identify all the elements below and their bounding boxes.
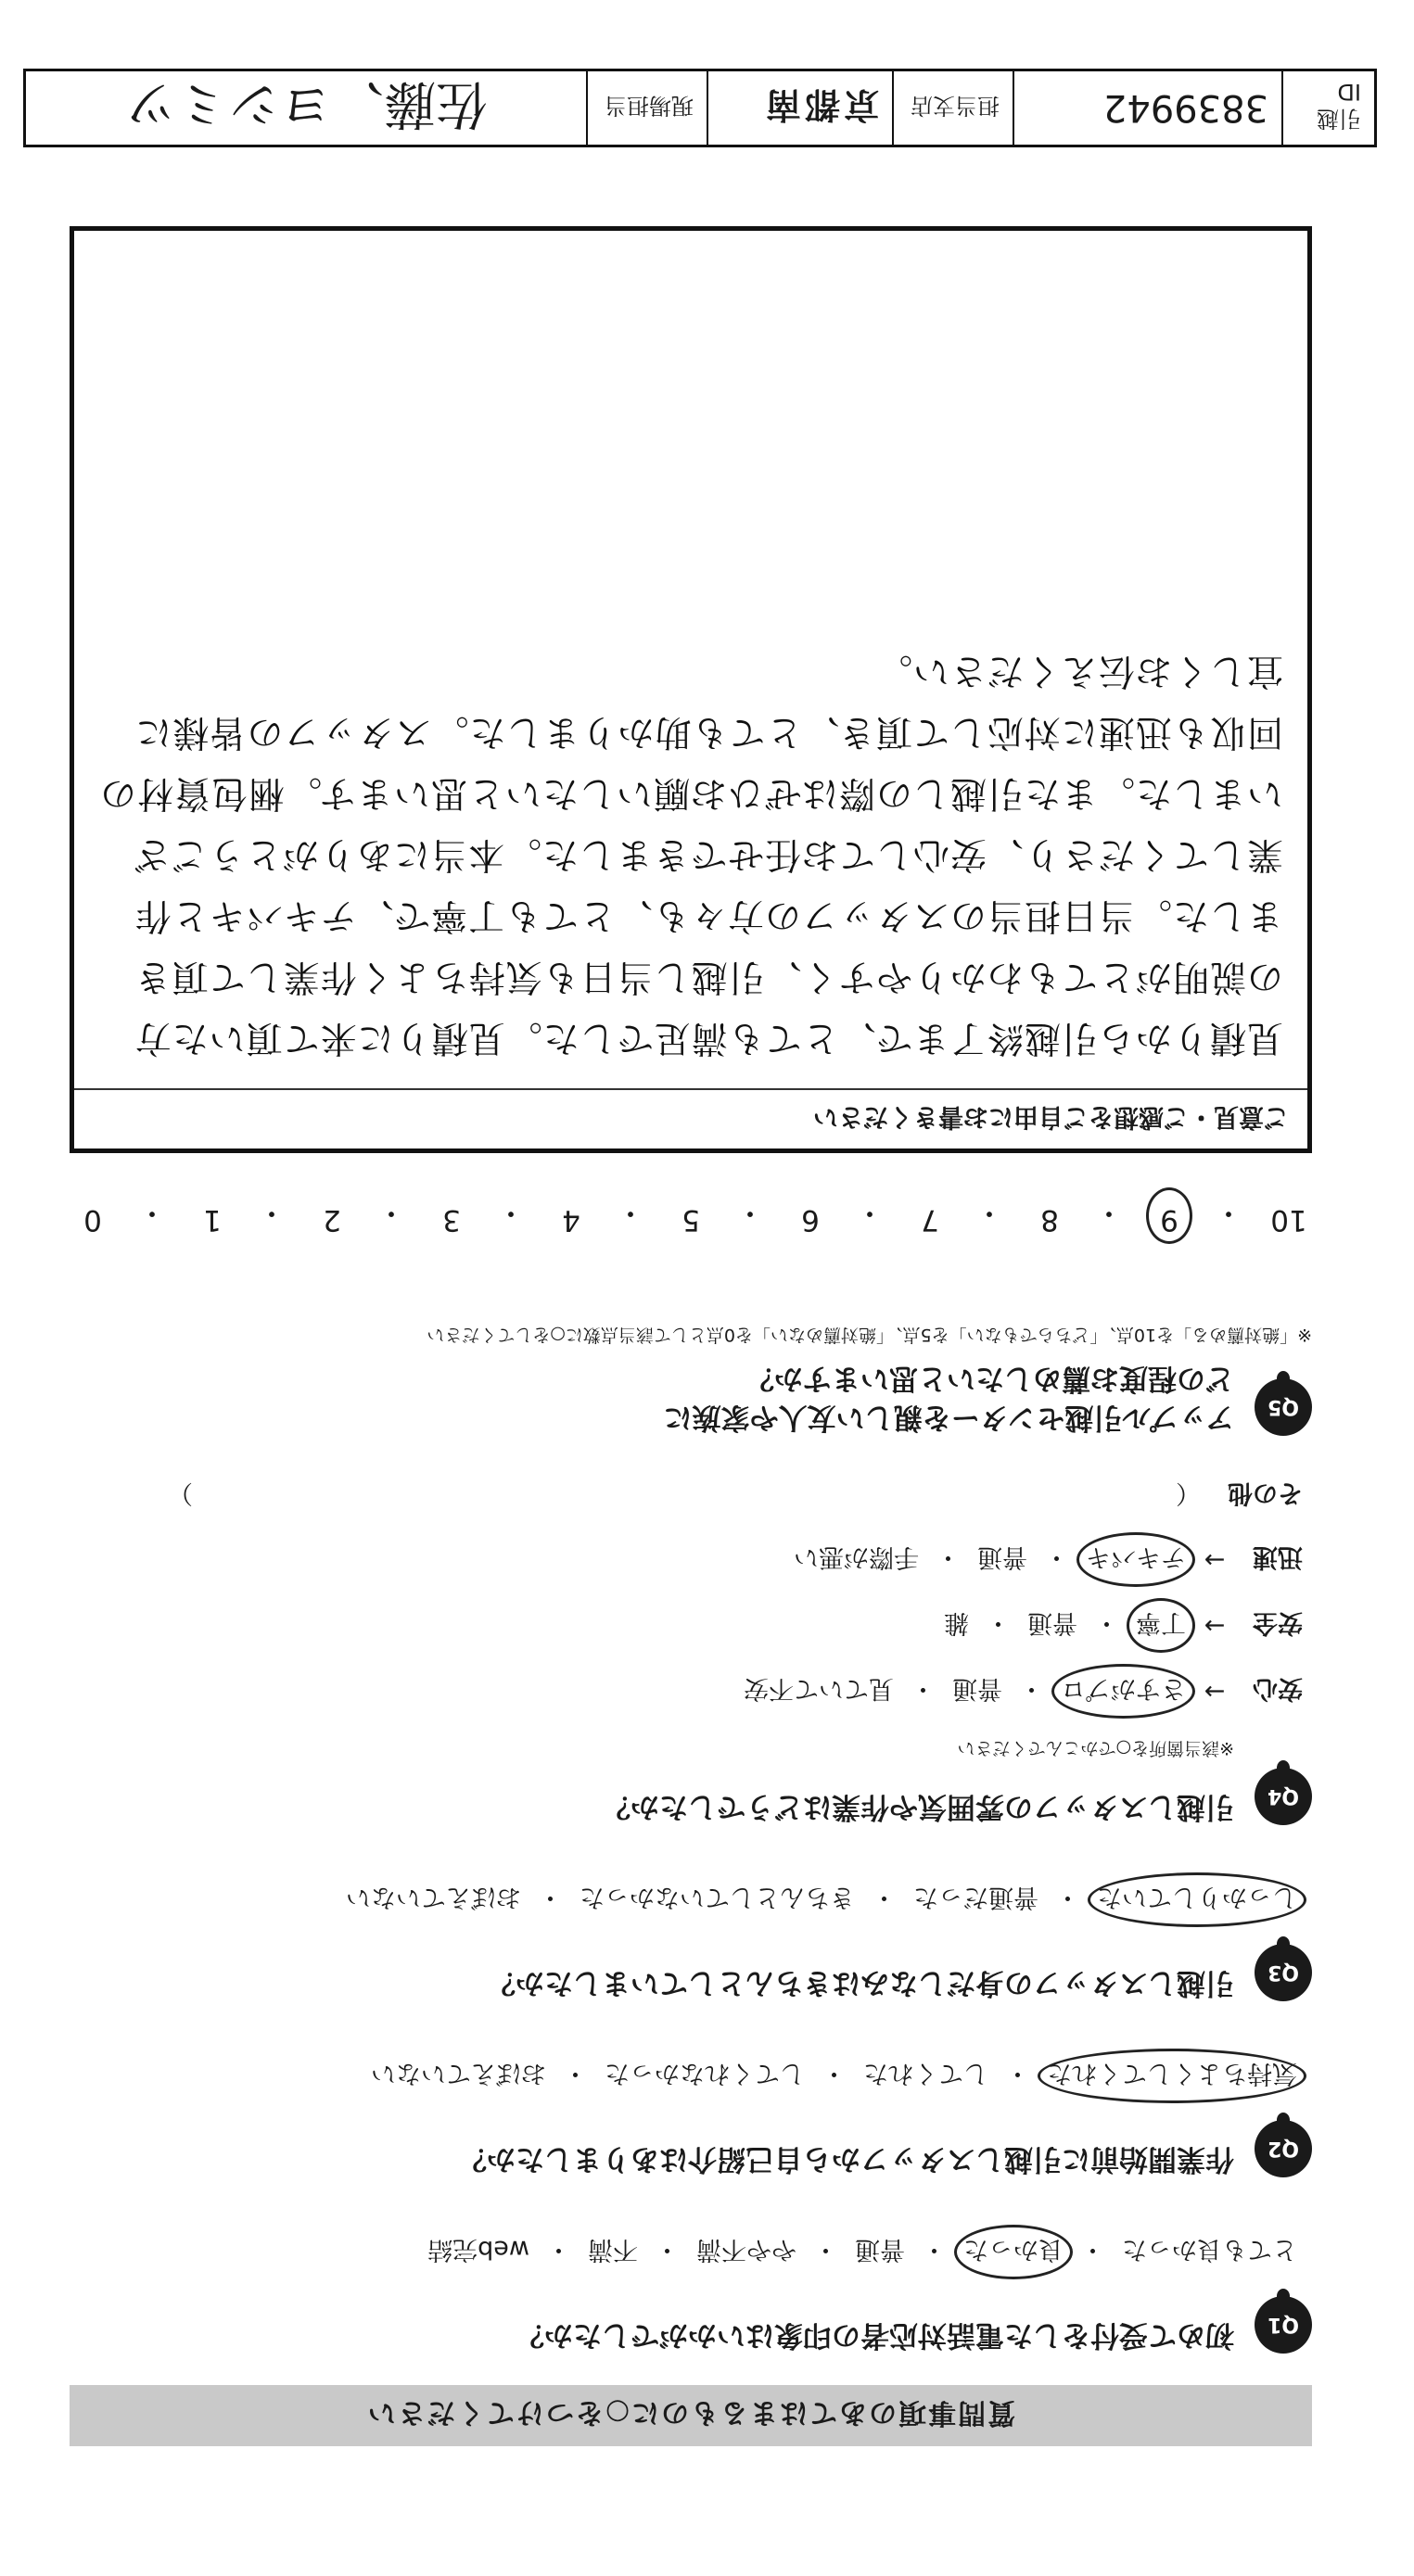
q5-text-line1: アップル引越センターを親しい友人や家族に <box>663 1401 1234 1434</box>
q4-row-anshin: 安心 → さすがプロ ・ 普通 ・ 見ていて不安 <box>70 1671 1303 1711</box>
comment-handwriting[interactable]: 見積りから引越終了まで、とても満足でした。見積りに来て頂いた方の説明がとてもわかりやすく、引越し当日も気持ちよく作業して頂きました。当日担当のスタッフの方々も、とても丁寧で、テキパキと作業してくださり、安心してお任せできました。本当にありがとうございました。また引越しの際はぜひお願いしたいと思います。梱包資材の回収も迅速に対応して頂き、とても助かりました。スタッフの皆様に宜しくお伝えください。 <box>99 650 1283 1059</box>
q4-badge: Q4 <box>1255 1768 1312 1825</box>
q4-row-jinsoku: 迅速 → テキパキ ・ 普通 ・ 手際が悪い <box>70 1540 1303 1580</box>
branch-label: 担当支店 <box>892 71 1013 145</box>
question-2 <box>70 2056 1312 2177</box>
q3-option[interactable]: きちんとしていなかった <box>580 1883 855 1911</box>
q4-row-label: 安全 <box>1253 1608 1303 1637</box>
q4-option[interactable]: 普通 <box>952 1674 1002 1703</box>
q2-options: 気持ちよくしてくれた ・ してくれた ・ してくれなかった ・ おぼえていない <box>70 2056 1303 2096</box>
q4-row-anzen: 安全 → 丁寧 ・ 普通 ・ 雑 <box>70 1605 1303 1645</box>
q2-badge: Q2 <box>1255 2120 1312 2177</box>
scale-option[interactable]: 2 <box>323 1203 341 1237</box>
q2-option[interactable]: おぼえていない <box>371 2059 546 2087</box>
signature: 佐藤、ヨシミツ <box>124 73 488 134</box>
q1-option[interactable]: 普通 <box>855 2235 905 2264</box>
comment-box <box>70 226 1312 1153</box>
q1-options: とても良かった ・ 良かった ・ 普通 ・ やや不満 ・ 不満 ・ web完結 <box>70 2232 1303 2272</box>
scale-option-selected[interactable]: 9 <box>1146 1195 1192 1237</box>
comment-title: ご意見・ご感想をご自由にお書きください <box>74 1088 1307 1148</box>
q1-text: 初めて受付をした電話対応者の印象はいかがでしたか？ <box>516 2318 1234 2352</box>
q4-option-selected[interactable]: さすがプロ <box>1055 1671 1191 1711</box>
scale-option[interactable]: 0 <box>83 1203 102 1237</box>
q3-option[interactable]: 普通だった <box>913 1883 1038 1911</box>
q4-option[interactable]: 雑 <box>944 1608 969 1637</box>
q5-badge: Q5 <box>1255 1378 1312 1436</box>
q4-option[interactable]: 普通 <box>1027 1608 1077 1637</box>
scale-option[interactable]: 5 <box>682 1203 700 1237</box>
q3-option[interactable]: おぼえていない <box>346 1883 521 1911</box>
q3-options: しっかりしていた ・ 普通だった ・ きちんとしていなかった ・ おぼえていない <box>70 1880 1303 1920</box>
q4-row-label: 迅速 <box>1253 1542 1303 1571</box>
arrow-right-icon: → <box>1204 1677 1226 1706</box>
q2-option[interactable]: してくれた <box>863 2059 988 2087</box>
q1-option[interactable]: 不満 <box>588 2235 638 2264</box>
q4-row-label: 安心 <box>1253 1674 1303 1703</box>
q4-option-selected[interactable]: テキパキ <box>1080 1540 1191 1580</box>
q4-row-other <box>70 1478 1303 1514</box>
q5-text <box>664 1358 1234 1436</box>
q5-note: ※「絶対薦める」を10点、「どちらでもない」を5点、「絶対薦めない」を0点として該当点数に○をしてください <box>427 1325 1312 1346</box>
scale-option[interactable]: 6 <box>801 1203 820 1237</box>
question-3 <box>70 1880 1312 2001</box>
arrow-right-icon: → <box>1204 1611 1226 1640</box>
q1-option[interactable]: やや不満 <box>696 2235 796 2264</box>
q4-option-selected[interactable]: 丁寧 <box>1130 1605 1191 1645</box>
question-5 <box>70 1324 1312 1436</box>
q4-note: ※該当箇所を○でかこんでください <box>957 1738 1234 1758</box>
question-1 <box>70 2232 1312 2354</box>
q3-option-selected[interactable]: しっかりしていた <box>1091 1880 1303 1920</box>
q2-option-selected[interactable]: 気持ちよくしてくれた <box>1041 2056 1303 2096</box>
person-label: 現場担当 <box>586 71 707 145</box>
scale-option[interactable]: 7 <box>921 1203 939 1237</box>
q1-option-selected[interactable]: 良かった <box>958 2232 1069 2272</box>
q4-option[interactable]: 見ていて不安 <box>744 1674 894 1703</box>
footer-table <box>23 69 1377 147</box>
q5-scale: 10 ・ 9 ・ 8 ・ 7 ・ 6 ・ 5 ・ 4 ・ 3 ・ 2 ・ 1 ・ 0 <box>70 1195 1312 1237</box>
q3-badge: Q3 <box>1255 1944 1312 2001</box>
q2-option[interactable]: してくれなかった <box>605 2059 805 2087</box>
scale-option[interactable]: 4 <box>562 1203 580 1237</box>
question-4 <box>70 1478 1312 1825</box>
q4-option[interactable]: 普通 <box>977 1542 1027 1571</box>
q2-text: 作業開始前に引越しスタッフから自己紹介はありましたか？ <box>458 2142 1234 2176</box>
q1-badge: Q1 <box>1255 2296 1312 2354</box>
q4-text: 引越しスタッフの雰囲気や作業はどうでしたか？ <box>602 1790 1234 1823</box>
scale-option[interactable]: 1 <box>203 1203 222 1237</box>
q4-option[interactable]: 手際が悪い <box>794 1542 919 1571</box>
q1-option[interactable]: web完結 <box>427 2235 529 2264</box>
scale-option[interactable]: 8 <box>1040 1203 1059 1237</box>
scale-option[interactable]: 3 <box>442 1203 461 1237</box>
id-value: 3839942 <box>1013 71 1281 145</box>
q4-other-paren-open: （ <box>1176 1478 1201 1507</box>
arrow-right-icon: → <box>1204 1545 1226 1574</box>
instruction-band: 質問事項のあてはまるものに○をつけてください <box>70 2385 1312 2446</box>
q4-other-paren-close: ） <box>168 1478 193 1507</box>
q3-text: 引越しスタッフの身だしなみはきちんとしていましたか？ <box>487 1966 1234 1999</box>
scale-option[interactable]: 10 <box>1270 1203 1307 1237</box>
id-label: 引越ID <box>1281 71 1374 145</box>
q4-other-label: その他 <box>1228 1478 1303 1507</box>
q5-text-line2: どの程度お薦めしたいと思いますか？ <box>745 1362 1234 1396</box>
q1-option[interactable]: とても良かった <box>1122 2235 1297 2264</box>
branch-value: 京都南 <box>707 71 892 145</box>
